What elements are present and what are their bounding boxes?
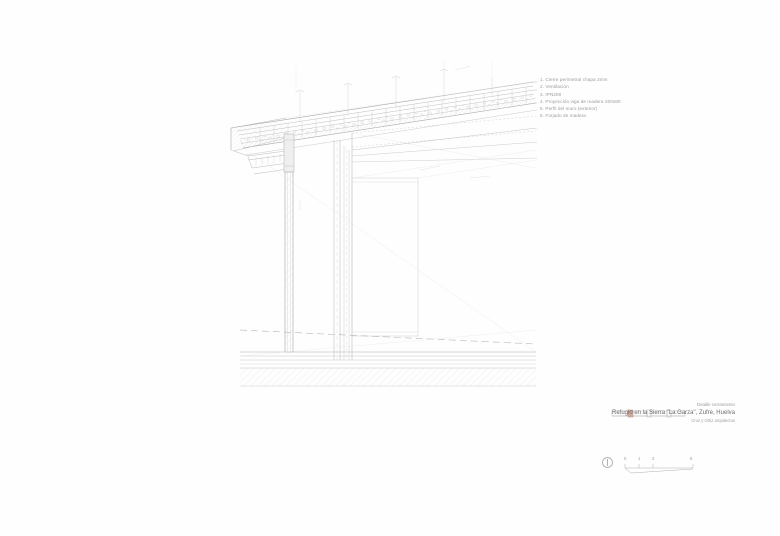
legend-item-5: 5. Perfil del muro (exterior) [540,106,598,111]
scale-tick-1: 1 [638,456,641,461]
detail-caption: Detalle cerramiento [696,402,735,407]
scale-tick-2: 2 [652,456,655,461]
scale-bar-vector [600,456,730,478]
legend-item-3: 3. IPN200 [540,91,562,97]
legend-item-4: 4. Proyección viga de madera 200x80 [540,98,621,104]
project-title: Refugio en la Sierra "La Garza", Zufre, Huelva [612,410,735,416]
title-block [520,400,735,423]
legend-list [540,76,730,120]
scale-tick-0: 0 [624,456,627,461]
legend-item-1: 1. Cierre perimetral chapa 2mm [540,77,608,82]
legend-item-6: 6. Forjado de madera [540,113,586,119]
project-author: Cruz y Ortiz arquitectos [691,418,735,423]
legend-item-2: 2. Ventilación [540,84,569,90]
scale-bar [600,456,730,478]
scale-tick-3: 5 [690,456,693,461]
